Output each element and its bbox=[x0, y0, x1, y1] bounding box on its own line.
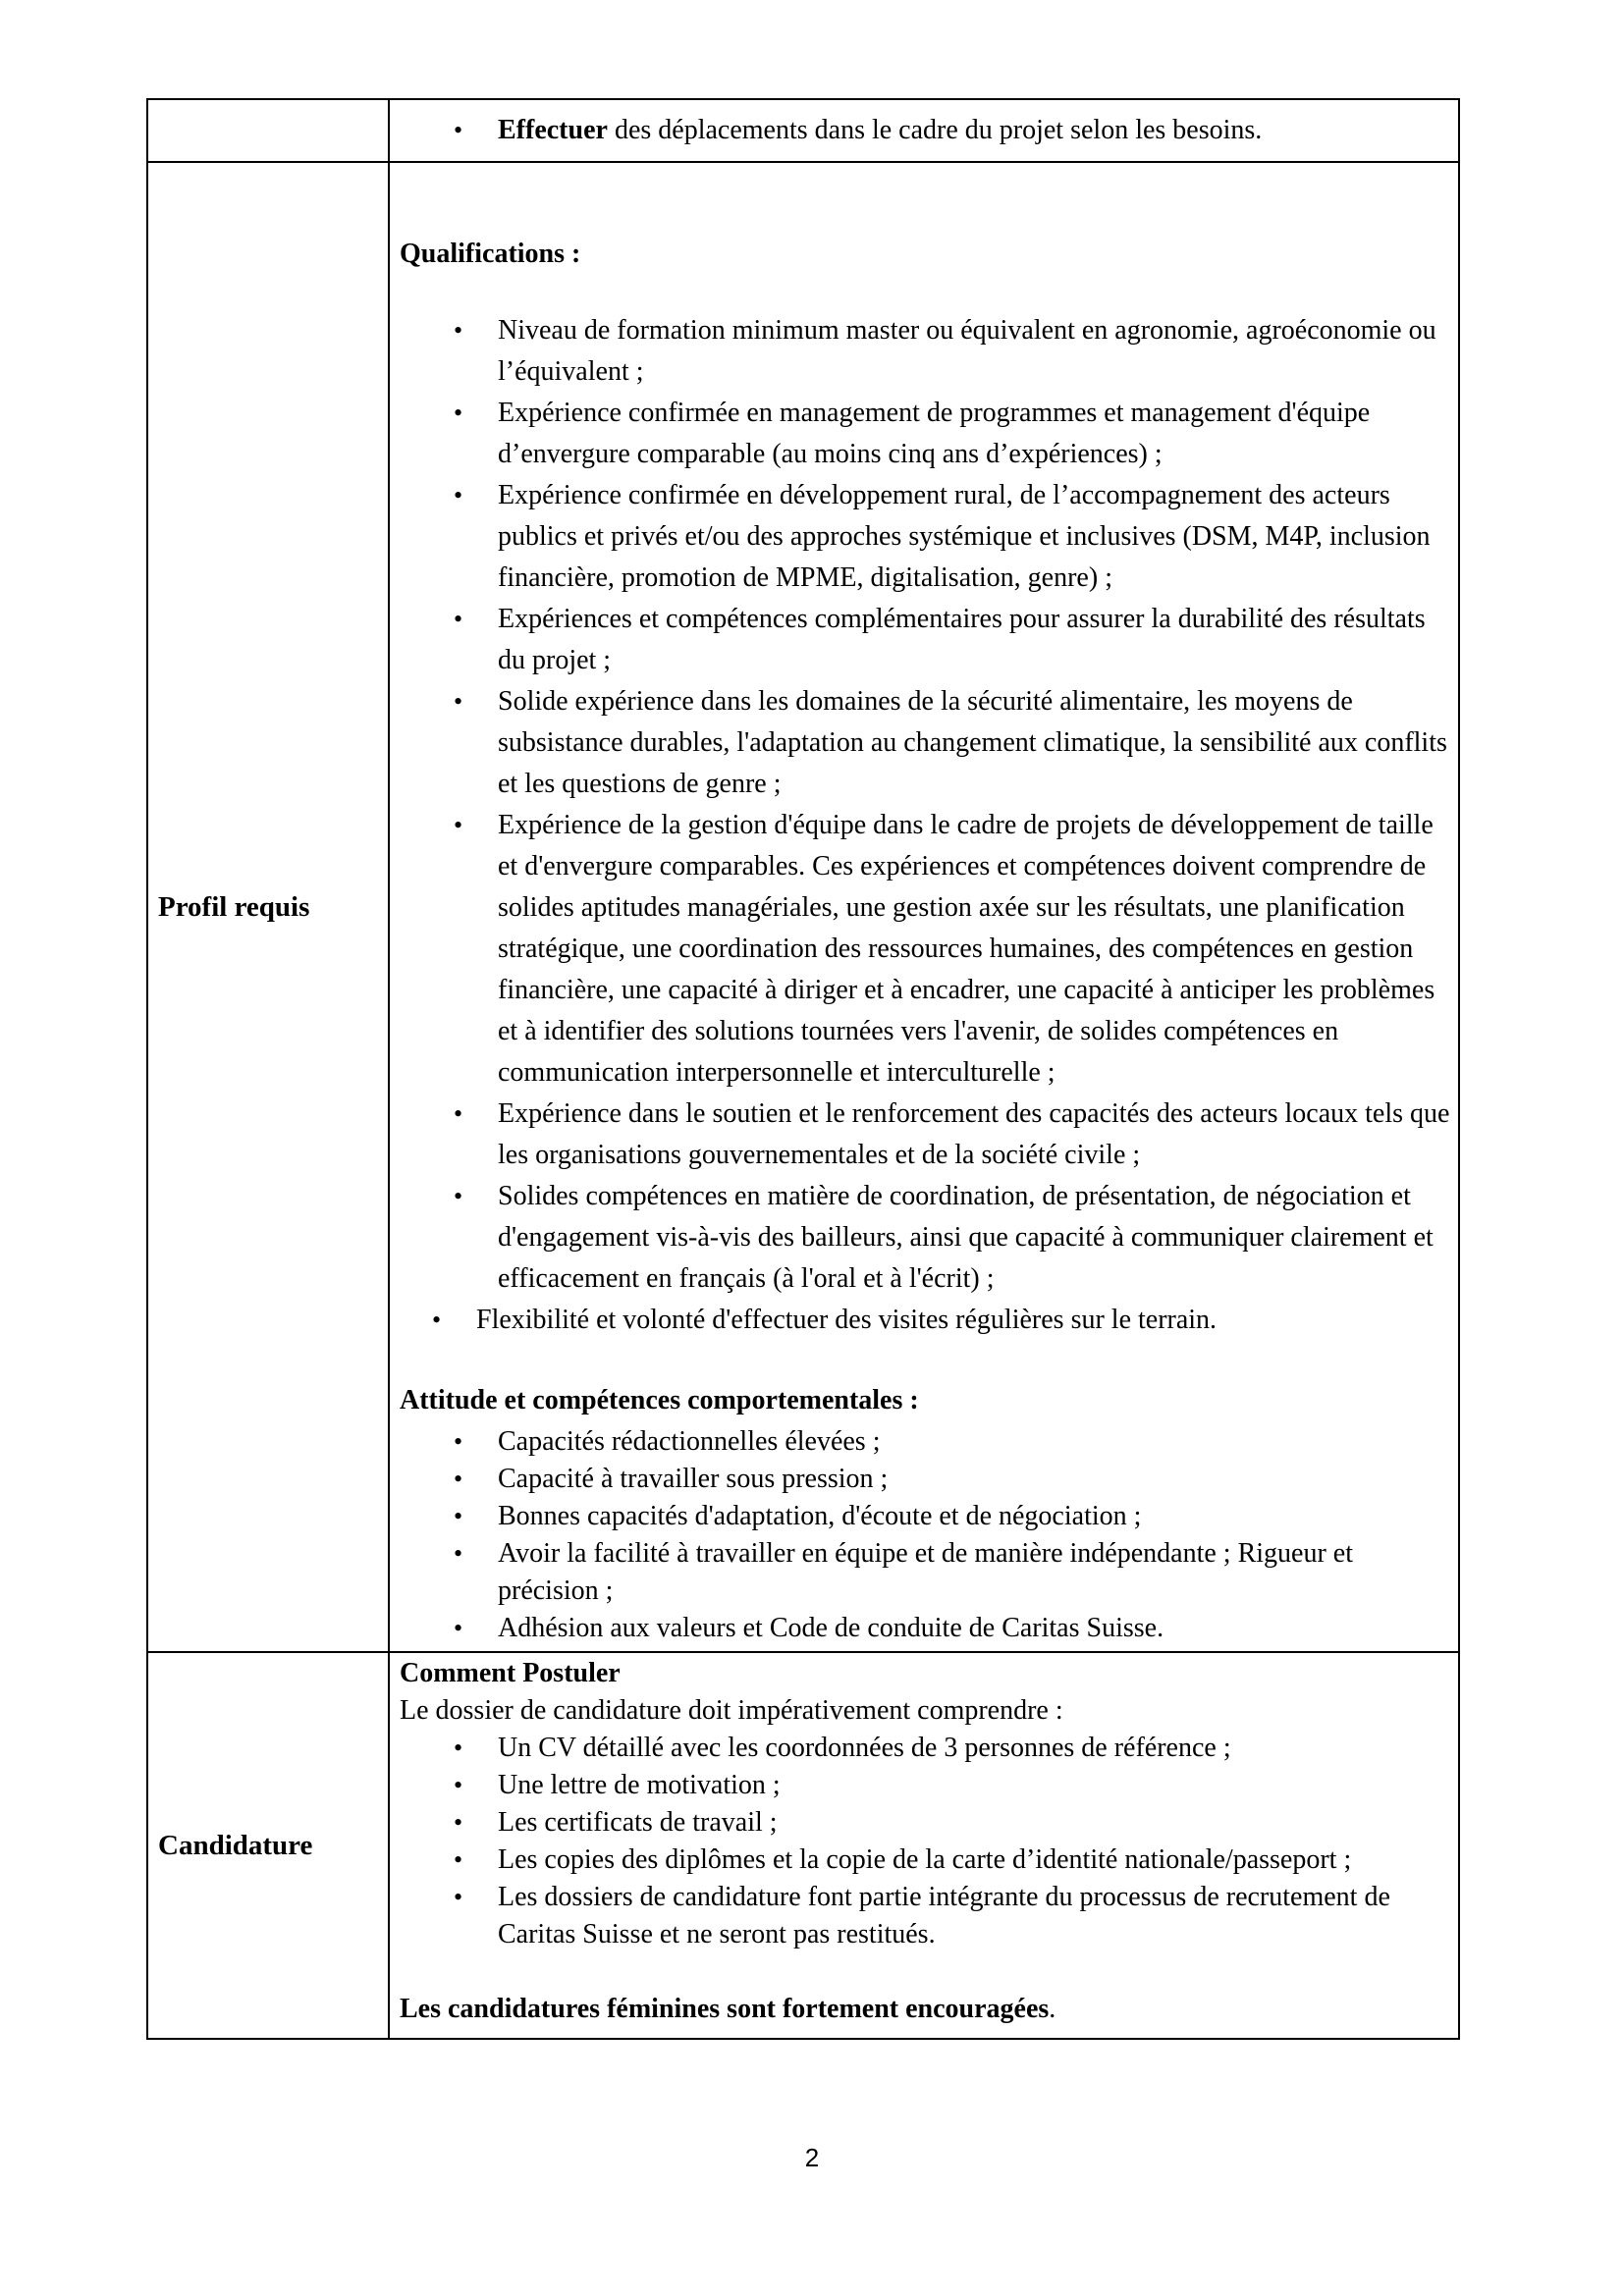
flexibility-list bbox=[400, 1300, 1458, 1341]
attitude-heading: Attitude et compétences comportementales : bbox=[400, 1385, 919, 1415]
how-to-apply-heading: Comment Postuler bbox=[400, 1658, 621, 1688]
list-item: • Adhésion aux valeurs et Code de conduite de Caritas Suisse. bbox=[400, 1610, 1458, 1647]
list-item: • Capacités rédactionnelles élevées ; bbox=[400, 1423, 1458, 1461]
application-row bbox=[147, 1652, 1459, 2039]
profile-row bbox=[147, 162, 1459, 1652]
application-intro: Le dossier de candidature doit impérativement comprendre : bbox=[400, 1695, 1063, 1726]
profile-cell bbox=[389, 162, 1459, 1652]
item-text: des déplacements dans le cadre du projet selon les besoins. bbox=[607, 115, 1263, 145]
list-item: • Les copies des diplômes et la copie de la carte d’identité nationale/passeport ; bbox=[400, 1842, 1458, 1879]
emphasis-text: Effectuer bbox=[498, 115, 608, 145]
closing-emphasis: Les candidatures féminines sont fortement encouragées bbox=[400, 1994, 1050, 2024]
list-item: • Expérience de la gestion d'équipe dans le cadre de projets de développement de taille et d'envergure comparables. Ces expériences et compétences doivent comprendre de solides aptitudes managériales, une gestion axée sur les résultats, une planification stratégique, une coordination des ressources humaines, des compétences en gestion financière, une capacité à diriger et à encadrer, une capacité à anticiper les problèmes et à identifier des solutions tournées vers l'avenir, de solides compétences en communication interpersonnelle et interculturelle ; bbox=[400, 805, 1458, 1094]
closing-note bbox=[400, 1991, 1458, 2028]
job-profile-table bbox=[146, 98, 1460, 2040]
list-item: • Expérience confirmée en management de programmes et management d'équipe d’envergure comparable (au moins cinq ans d’expériences) ; bbox=[400, 393, 1458, 475]
application-cell bbox=[389, 1652, 1459, 2039]
list-item: • Expérience dans le soutien et le renforcement des capacités des acteurs locaux tels que les organisations gouvernementales et de la société civile ; bbox=[400, 1094, 1458, 1176]
list-item: • Capacité à travailler sous pression ; bbox=[400, 1461, 1458, 1498]
empty-label-cell bbox=[147, 99, 389, 162]
application-documents-list bbox=[400, 1730, 1458, 1953]
list-item: • Un CV détaillé avec les coordonnées de 3 personnes de référence ; bbox=[400, 1730, 1458, 1767]
qualifications-list bbox=[400, 310, 1458, 1300]
list-item: • Expériences et compétences complémentaires pour assurer la durabilité des résultats du projet ; bbox=[400, 599, 1458, 681]
list-item: • Avoir la facilité à travailler en équipe et de manière indépendante ; Rigueur et précision ; bbox=[400, 1535, 1458, 1610]
list-item: • Flexibilité et volonté d'effectuer des visites régulières sur le terrain. bbox=[400, 1300, 1458, 1341]
travel-list bbox=[400, 110, 1458, 151]
list-item: • Solide expérience dans les domaines de la sécurité alimentaire, les moyens de subsistance durables, l'adaptation au changement climatique, la sensibilité aux conflits et les questions de genre ; bbox=[400, 681, 1458, 805]
closing-tail: . bbox=[1049, 1994, 1056, 2024]
list-item: • Niveau de formation minimum master ou équivalent en agronomie, agroéconomie ou l’équivalent ; bbox=[400, 310, 1458, 393]
qualifications-heading: Qualifications : bbox=[400, 239, 581, 269]
list-item bbox=[400, 110, 1458, 151]
list-item: • Solides compétences en matière de coordination, de présentation, de négociation et d'engagement vis-à-vis des bailleurs, ainsi que capacité à communiquer clairement et efficacement en français (à l'oral et à l'écrit) ; bbox=[400, 1176, 1458, 1300]
list-item: • Une lettre de motivation ; bbox=[400, 1767, 1458, 1804]
travel-cell bbox=[389, 99, 1459, 162]
page-number: 2 bbox=[804, 2143, 820, 2172]
travel-row bbox=[147, 99, 1459, 162]
list-item: • Bonnes capacités d'adaptation, d'écoute et de négociation ; bbox=[400, 1498, 1458, 1535]
list-item: • Les certificats de travail ; bbox=[400, 1804, 1458, 1842]
application-label: Candidature bbox=[147, 1652, 389, 2039]
list-item: • Expérience confirmée en développement rural, de l’accompagnement des acteurs publics et privés et/ou des approches systémique et inclusives (DSM, M4P, inclusion financière, promotion de MPME, digitalisation, genre) ; bbox=[400, 475, 1458, 599]
profile-label: Profil requis bbox=[147, 162, 389, 1652]
attitude-list bbox=[400, 1423, 1458, 1647]
list-item: • Les dossiers de candidature font partie intégrante du processus de recrutement de Caritas Suisse et ne seront pas restitués. bbox=[400, 1879, 1458, 1953]
